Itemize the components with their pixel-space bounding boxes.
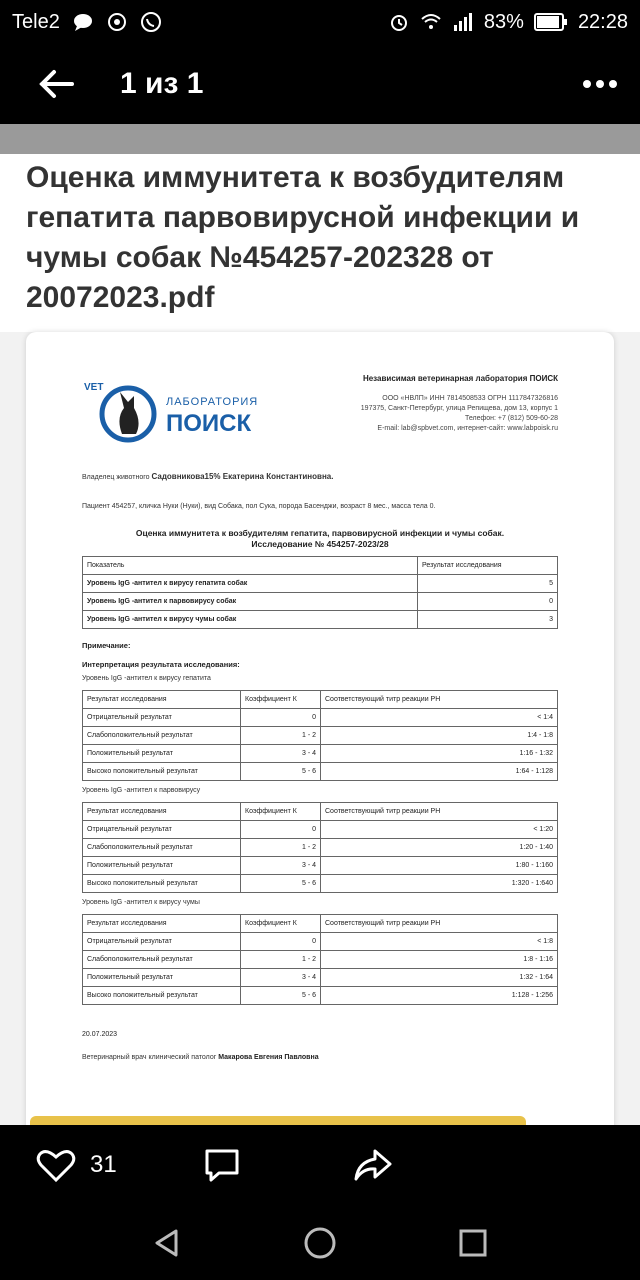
lab-info-line: 197375, Санкт-Петербург, улица Репищева, дом 13, корпус 1: [360, 405, 558, 412]
table-cell: 5: [418, 575, 558, 593]
lab-info-line: Телефон: +7 (812) 509-60-28: [464, 415, 558, 422]
table-cell: 0: [241, 933, 321, 951]
table-cell: Уровень IgG -антител к вирусу чумы собак: [83, 611, 418, 629]
table-row: [83, 857, 558, 875]
table-cell: 0: [241, 709, 321, 727]
battery-icon: [534, 12, 568, 32]
table-cell: 3 - 4: [241, 857, 321, 875]
chat-bubble-icon: [72, 11, 94, 33]
table-cell: 1:320 - 1:640: [321, 875, 558, 893]
share-arrow-icon: [353, 1148, 393, 1182]
table-cell: 1 - 2: [241, 951, 321, 969]
table-cell: Отрицательный результат: [83, 821, 241, 839]
table-cell: Высоко положительный результат: [83, 875, 241, 893]
like-count: 31: [90, 1151, 117, 1178]
interp-table-caption: Уровень IgG -антител к вирусу гепатита: [82, 675, 211, 682]
signal-icon: [452, 11, 474, 33]
table-cell: Уровень IgG -антител к парвовирусу собак: [83, 593, 418, 611]
table-row: [83, 763, 558, 781]
heart-icon: [36, 1147, 76, 1183]
like-button[interactable]: [36, 1147, 117, 1183]
document-title: Оценка иммунитета к возбудителям гепатита парвовирусной инфекции и чумы собак №454257-202328 от 20072023.pdf: [0, 154, 640, 332]
table-cell: 5 - 6: [241, 763, 321, 781]
owner-name: Садовникова15% Екатерина Константиновна.: [151, 472, 334, 481]
radar-icon: [106, 11, 128, 33]
table-row: [83, 875, 558, 893]
table-cell: 1 - 2: [241, 727, 321, 745]
action-bar: [0, 1125, 640, 1205]
interpretation-label: Интерпретация результата исследования:: [82, 660, 240, 669]
table-cell: 1:16 - 1:32: [321, 745, 558, 763]
logo-poisk-text: ПОИСК: [166, 410, 252, 437]
table-header: Результат исследования: [83, 915, 241, 933]
table-cell: < 1:8: [321, 933, 558, 951]
table-cell: Отрицательный результат: [83, 933, 241, 951]
signer-name: Макарова Евгения Павловна: [218, 1054, 319, 1061]
carrier-label: Tele2: [12, 10, 60, 33]
table-cell: Уровень IgG -антител к вирусу гепатита собак: [83, 575, 418, 593]
table-row: [83, 611, 558, 629]
dog-logo-icon: [98, 378, 158, 448]
interp-table-caption: Уровень IgG -антител к парвовирусу: [82, 787, 201, 794]
table-cell: 3: [418, 611, 558, 629]
table-header: Результат исследования: [418, 557, 558, 575]
table-row: [83, 745, 558, 763]
table-cell: 0: [418, 593, 558, 611]
table-row: [83, 821, 558, 839]
comment-icon: [203, 1147, 241, 1183]
status-bar: [0, 0, 640, 44]
table-row: [83, 969, 558, 987]
table-cell: 1 - 2: [241, 839, 321, 857]
lab-name: Независимая ветеринарная лаборатория ПОИСК: [362, 374, 558, 383]
logo-lab-text: ЛАБОРАТОРИЯ: [166, 396, 259, 408]
clock: 22:28: [577, 10, 628, 33]
table-header: Соответствующий титр реакции РН: [321, 803, 558, 821]
nav-recents-button[interactable]: [443, 1213, 503, 1273]
comment-button[interactable]: [203, 1147, 241, 1183]
table-header: Результат исследования: [83, 803, 241, 821]
table-cell: 1:4 - 1:8: [321, 727, 558, 745]
table-cell: < 1:4: [321, 709, 558, 727]
signer-label: Ветеринарный врач клинический патолог: [82, 1054, 217, 1061]
interp-table-caption: Уровень IgG -антител к вирусу чумы: [82, 899, 200, 906]
table-cell: Положительный результат: [83, 969, 241, 987]
table-cell: 1:64 - 1:128: [321, 763, 558, 781]
table-cell: Положительный результат: [83, 745, 241, 763]
table-cell: 3 - 4: [241, 969, 321, 987]
interp-table: [82, 802, 558, 893]
nav-back-button[interactable]: [137, 1213, 197, 1273]
report-title: [82, 528, 558, 550]
results-table: [82, 556, 558, 629]
table-header: Коэффициент К: [241, 803, 321, 821]
interp-table: [82, 914, 558, 1005]
table-cell: 1:80 - 1:160: [321, 857, 558, 875]
table-cell: 1:20 - 1:40: [321, 839, 558, 857]
lab-info: [361, 372, 558, 464]
table-row: [83, 593, 558, 611]
battery-percent: 83%: [483, 10, 524, 33]
table-row: [83, 727, 558, 745]
table-cell: 1:32 - 1:64: [321, 969, 558, 987]
table-row: [83, 951, 558, 969]
table-cell: 0: [241, 821, 321, 839]
note-label: Примечание:: [82, 641, 131, 650]
table-cell: 5 - 6: [241, 987, 321, 1005]
alarm-icon: [388, 11, 410, 33]
document-page: [26, 332, 614, 1125]
report-date: 20.07.2023: [82, 1031, 118, 1038]
table-row: [83, 709, 558, 727]
table-row: [83, 839, 558, 857]
back-button[interactable]: [16, 44, 96, 124]
table-cell: 1:128 - 1:256: [321, 987, 558, 1005]
owner-line: [82, 472, 558, 481]
more-dots-icon: [582, 79, 618, 89]
table-cell: Отрицательный результат: [83, 709, 241, 727]
page-counter: 1 из 1: [120, 67, 204, 100]
more-options-button[interactable]: [560, 44, 640, 124]
table-header: Коэффициент К: [241, 915, 321, 933]
logo-vet-text: VET: [84, 382, 104, 393]
table-cell: Слабоположительный результат: [83, 727, 241, 745]
whatsapp-icon: [140, 11, 162, 33]
lab-header: [82, 372, 558, 464]
table-header: Показатель: [83, 557, 418, 575]
table-cell: Слабоположительный результат: [83, 951, 241, 969]
lab-info-line: ООО «НВЛП» ИНН 7814508533 ОГРН 1117847326816: [382, 395, 558, 402]
table-cell: 5 - 6: [241, 875, 321, 893]
lab-info-line: E-mail: lab@spbvet.com, интернет-сайт: www.labpoisk.ru: [377, 425, 558, 432]
interp-table: [82, 690, 558, 781]
table-row: [83, 987, 558, 1005]
arrow-left-icon: [36, 68, 76, 100]
table-cell: Высоко положительный результат: [83, 987, 241, 1005]
table-row: [83, 575, 558, 593]
image-viewer[interactable]: [0, 124, 640, 1125]
table-cell: < 1:20: [321, 821, 558, 839]
lab-logo: [82, 372, 272, 464]
app-bar: [0, 44, 640, 124]
square-recents-icon: [458, 1228, 488, 1258]
next-image-edge: [30, 1116, 526, 1125]
report-number: Исследование № 454257-2023/28: [251, 539, 389, 549]
table-cell: Слабоположительный результат: [83, 839, 241, 857]
system-nav-bar: [0, 1205, 640, 1280]
table-header: Соответствующий титр реакции РН: [321, 691, 558, 709]
table-header: Коэффициент К: [241, 691, 321, 709]
share-button[interactable]: [353, 1148, 393, 1182]
patient-line: Пациент 454257, кличка Нуки (Нуки), вид Собака, пол Сука, порода Басенджи, возраст 8 мес., масса тела 0.: [82, 503, 436, 510]
table-row: [83, 933, 558, 951]
nav-home-button[interactable]: [290, 1213, 350, 1273]
table-header: Результат исследования: [83, 691, 241, 709]
table-cell: Высоко положительный результат: [83, 763, 241, 781]
wifi-icon: [420, 11, 442, 33]
report-title-line: Оценка иммунитета к возбудителям гепатита, парвовирусной инфекции и чумы собак.: [135, 528, 505, 538]
table-cell: Положительный результат: [83, 857, 241, 875]
signature-line: [82, 1054, 558, 1061]
owner-label: Владелец животного: [82, 474, 150, 481]
table-header: Соответствующий титр реакции РН: [321, 915, 558, 933]
table-cell: 3 - 4: [241, 745, 321, 763]
circle-home-icon: [303, 1226, 337, 1260]
triangle-back-icon: [152, 1228, 182, 1258]
image-top-strip: [0, 124, 640, 154]
table-cell: 1:8 - 1:16: [321, 951, 558, 969]
